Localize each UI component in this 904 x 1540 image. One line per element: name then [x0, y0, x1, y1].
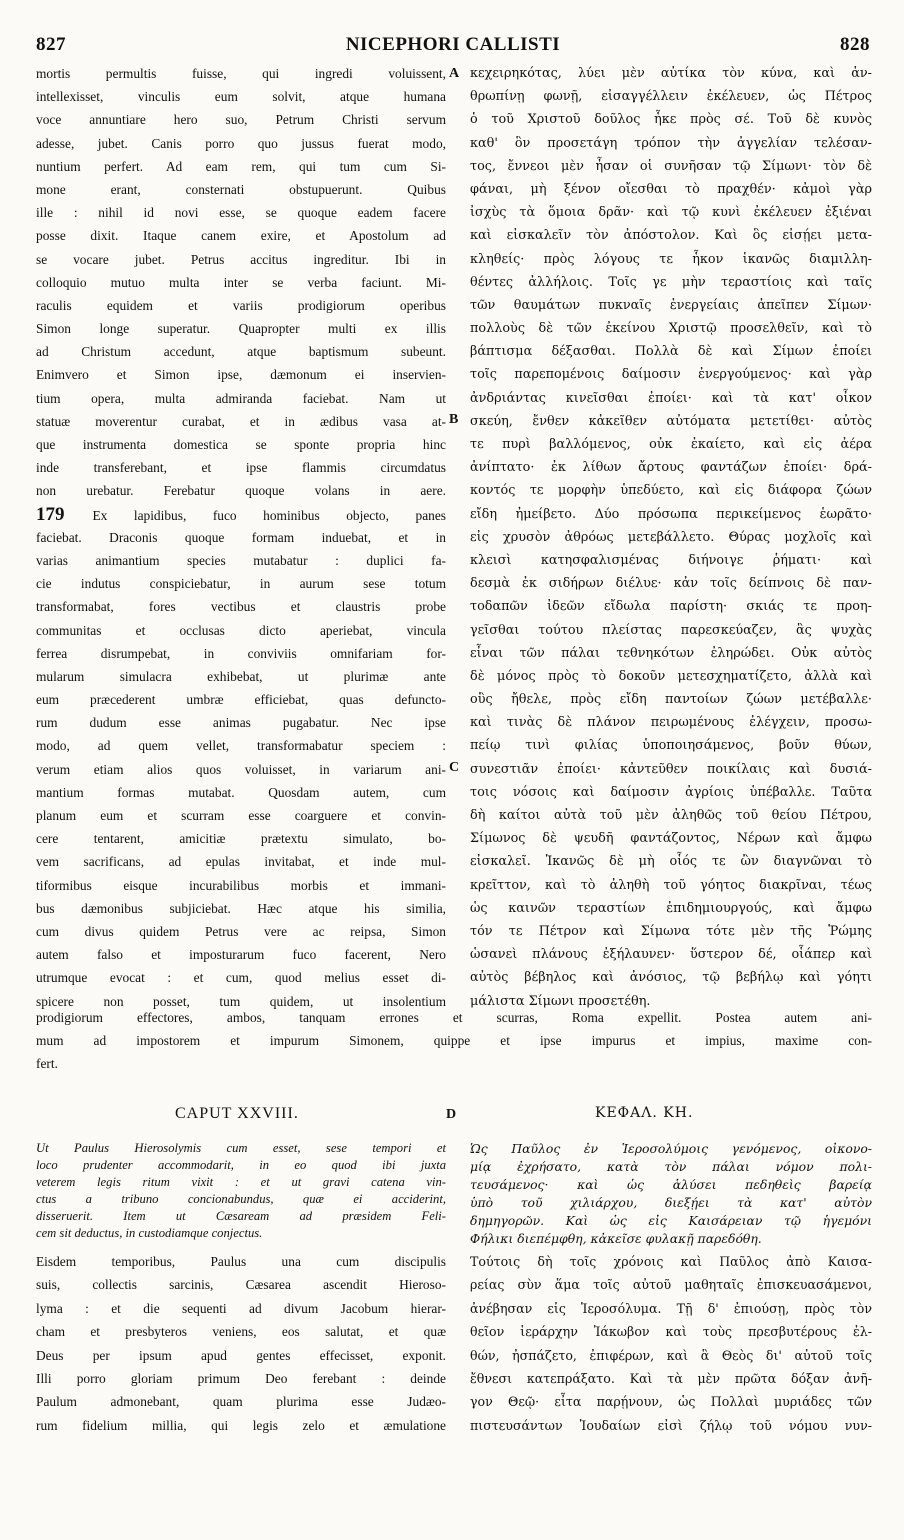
- chapter-summary-latin: [36, 1140, 446, 1242]
- text-line: tium opera, multa admiranda faciebat. Nam ut: [36, 390, 446, 406]
- text-line: verum etiam alios quos voluisset, in variarum ani-: [36, 761, 446, 777]
- text-line: κρεῖττον, καὶ τὸ ἀληθὴ τοῦ γόητος διακρῖναι, τέως: [470, 877, 872, 893]
- full-width-paragraph: [36, 1006, 872, 1076]
- text-line: Φήλικι διεπέμφθη, κἀκεῖσε φυλακῇ παρεδόθη.: [470, 1231, 762, 1246]
- text-line: Deus per ipsum apud gentes effecisset, exponit.: [36, 1347, 446, 1363]
- chapter-body-latin: [36, 1250, 446, 1437]
- text-line: συνεστιᾶν ἐποίει· κἀντεῦθεν ποικίλαις καὶ δυσιά-: [470, 761, 872, 777]
- text-line: mularum simulacra exhibebat, ut plurimæ ante: [36, 668, 446, 684]
- text-line: Τούτοις δὴ τοῖς χρόνοις καὶ Παῦλος ἀπὸ Καισα-: [470, 1254, 872, 1269]
- margin-letter-c: C: [449, 760, 460, 775]
- text-line: ὁ τοῦ Χριστοῦ δοῦλος ἧκε πρὸς σέ. Τοῦ δὲ κυνὸς: [470, 112, 872, 128]
- text-line: κλεισὶ κατησφαλισμένας διήνοιγε ῥήματι· καὶ: [470, 552, 872, 568]
- text-line: γεῖσθαι τούτου πλείστας παρεσκεύαζεν, ἃς ψυχὰς: [470, 622, 872, 638]
- text-line: Paulum admonebant, quam plurima esse Judæo-: [36, 1394, 446, 1410]
- text-line: ἀνίπτατο· ἐκ λίθων ἄρτους φαντάζων ἐποίει· δρά-: [470, 460, 872, 476]
- text-line: τευσάμενος· καὶ ὡς ἁλύσει πεδηθεὶς βαρείᾳ: [470, 1177, 872, 1192]
- text-line: fert.: [36, 1056, 58, 1072]
- text-line: veterem legis ritum vixit : et ut gravi catena vin-: [36, 1175, 446, 1189]
- text-line: κεχειρηκότας, λύει μὲν αὐτίκα τὸν κύνα, καὶ ἀν-: [470, 66, 872, 81]
- text-line: suis, collectis sarcinis, Cæsarea ascendit Hieroso-: [36, 1277, 446, 1293]
- text-line: non urebatur. Ferebatur quoque volans in aere.: [36, 483, 446, 499]
- text-line: spicere non posset, tum quidem, ut insolentium: [36, 993, 446, 1009]
- text-line: πείῳ τινὶ φιλίας ὑποποιησάμενος, βοῦν θύων,: [470, 738, 872, 754]
- text-line: τοῖς παρεπομένοις δαίμοσιν ἐνεργούμενος· καὶ γὰρ: [470, 367, 872, 383]
- text-line: nuntium perfert. Ad eam rem, qui tum cum Si-: [36, 158, 446, 174]
- text-line: loco prudenter accommodarit, in eo quod ibi juxta: [36, 1158, 446, 1172]
- text-line: ὡς καινῶν τεραστίων ἐπιδημιουργούς, καὶ ἄμφω: [470, 900, 872, 916]
- latin-column-top: [36, 62, 446, 1013]
- text-line: disseruerit. Item ut Cæsaream ad præsidem Feli-: [36, 1209, 446, 1223]
- text-line: ἰσχὺς τὰ ὅμοια δρᾶν· καὶ τῷ κυνὶ ἐκέλευεν ἐξιέναι: [470, 205, 872, 221]
- text-line: ctus a tribuno concionabundus, quæ ei acciderint,: [36, 1192, 446, 1206]
- text-line: ἀνέβησαν εἰς Ἱεροσόλυμα. Τῇ δ' ἐπιούσῃ, πρὸς τὸν: [470, 1300, 872, 1316]
- text-line: [36, 503, 446, 526]
- margin-letter-a: A: [449, 66, 460, 81]
- text-line: εἰς χρυσὸν ἀθρόως μετεβάλλετο. Θύρας μοχλοῖς καὶ: [470, 529, 872, 545]
- text-line: Simon longe superatur. Quapropter multi ex illis: [36, 321, 446, 337]
- text-line: cham et presbyteros veniens, eos salutat, et quæ: [36, 1324, 446, 1340]
- text-line: posse dixit. Itaque canem exire, et Apostolum ad: [36, 228, 446, 244]
- text-line: Enimvero et Simon ipse, dæmonum ei inservien-: [36, 367, 446, 383]
- text-line: faciebat. Draconis quoque formam induebat, et in: [36, 529, 446, 545]
- text-line: Ut Paulus Hierosolymis cum esset, sese tempori et: [36, 1141, 446, 1155]
- text-line: κληθείς· πρὸς λόγους τε ἧκον ἱκανῶς διαμιλλη-: [470, 251, 872, 267]
- running-header: [36, 34, 870, 58]
- text-line: eum præcederent umbræ efficiebat, quas defuncto-: [36, 692, 446, 708]
- text-line: τε πυρὶ βαλλόμενος, οὐκ ἐκαίετο, καὶ εἰς ἀέρα: [470, 437, 872, 452]
- text-line: ferrea disrumpebat, in conviviis omnifariam for-: [36, 645, 446, 661]
- text-line: planum eum et scurram esse coarguere et convin-: [36, 808, 446, 823]
- text-line: Eisdem temporibus, Paulus una cum discipulis: [36, 1254, 446, 1269]
- text-line: Ὡς Παῦλος ἐν Ἱεροσολύμοις γενόμενος, οἰκονο-: [470, 1141, 872, 1156]
- page-number-left: 827: [36, 34, 66, 55]
- greek-column-top: [470, 62, 872, 1013]
- text-line: θρωπίνῃ φωνῇ, εἰσαγγέλλειν ἐκέλευεν, ὡς Πέτρος: [470, 89, 872, 105]
- running-title: NICEPHORI CALLISTI: [345, 34, 561, 55]
- text-line: cem sit deductus, in custodiamque conjectus.: [36, 1226, 263, 1240]
- text-line: varias animantium species mutabatur : duplici fa-: [36, 552, 446, 568]
- text-line: δὲ μόνος πρὸς τὸ δοκοῦν μετεσχηματίζετο, ἀλλὰ καὶ: [470, 668, 872, 684]
- text-line: πολλοὺς δὲ τῶν ἐκείνου Χριστῷ προσελθεῖν, καὶ τὸ: [470, 321, 872, 337]
- text-line: cum divus quidem Petrus vere ac reipsa, Simon: [36, 923, 446, 939]
- text-line: mortis permultis fuisse, qui ingredi voluissent,: [36, 66, 446, 81]
- text-line: lyma : et die sequenti ad divum Jacobum hierar-: [36, 1300, 446, 1316]
- page-number-right: 828: [840, 34, 870, 55]
- text-line: τος, ἔννεοι μὲν ἦσαν οἱ συνῆσαν τῷ Σίμωνι· τὸν δὲ: [470, 158, 872, 174]
- text-line: rum dudum esse animas pugabatur. Nec ipse: [36, 715, 446, 731]
- text-line: καὶ τινὰς δὲ πλάνον πειρωμένους ἐλέγχειν, προσω-: [470, 715, 872, 731]
- text-line: αὐτὸς βέβηλος καὶ ἀνόσιος, τῷ βεβήλῳ καὶ γόητι: [470, 970, 872, 986]
- margin-letter-b: B: [449, 412, 459, 427]
- text-line: εἰσκαλεῖ. Ἱκανῶς δὲ μὴ οἷός τε ὢν διαγνῶναι τὸ: [470, 854, 872, 870]
- text-line: cere tentarent, amicitiæ prætextu simulato, bo-: [36, 831, 446, 847]
- text-line: γον Θεῷ· εἶτα παρῄνουν, ὡς Πολλαὶ μυριάδες τῶν: [470, 1394, 872, 1410]
- text-line: ὑπὸ τοῦ χιλιάρχου, διεξῄει τὰ κατ' αὐτὸν: [470, 1195, 872, 1210]
- text-line: prodigiorum effectores, ambos, tanquam errones et scurras, Roma expellit. Postea autem ani-: [36, 1010, 872, 1025]
- text-line: τῶν θαυμάτων πυκναῖς ἐνεργείαις ἀπεῖπεν Σίμων·: [470, 297, 872, 313]
- text-line: communitas et occlusas dicto aperiebat, vincula: [36, 622, 446, 638]
- text-line: colloquio mutuo multa inter se verba faciunt. Mi-: [36, 274, 446, 290]
- text-line: cie indutus conspiciebatur, in aurum sese totum: [36, 576, 446, 592]
- text-line-content: Ex lapidibus, fuco hominibus objecto, panes: [92, 507, 446, 523]
- text-line: transformabat, fores vectibus et claustris probe: [36, 599, 446, 615]
- text-line: voce annuntiare hero suo, Petrum Christi servum: [36, 112, 446, 128]
- text-line: ille : nihil id novi esse, se quoque eadem facere: [36, 205, 446, 221]
- text-line: δὴ καίτοι αὐτὰ τοῦ μὲν ἀληθῶς τοῦ θείου Πέτρου,: [470, 808, 872, 823]
- text-line: ἀνδριάντας κινεῖσθαι ἐποίει· καὶ τὰ κατ' οἶκον: [470, 390, 872, 406]
- text-line: εἴδη ἠμείβετο. Δύο πρόσωπα περικείμενος ἑωρᾶτο·: [470, 506, 872, 522]
- text-line: vem sacrificans, ad epulas invitabat, et inde mul-: [36, 854, 446, 870]
- text-line: θέντες ἀλλήλοις. Τοῖς γε μὴν τεραστίοις καὶ ταῖς: [470, 274, 872, 290]
- text-line: τόν τε Πέτρον καὶ Σίμωνα τότε μὲν τῆς Ῥώμης: [470, 923, 872, 939]
- chapter-summary-greek: [470, 1140, 872, 1248]
- text-line: que instrumenta domestica se sponte propria hinc: [36, 437, 446, 452]
- text-line: δεσμὰ ἐκ σιδήρων διέλυε· κἀν τοῖς δείπνοις δὲ παν-: [470, 576, 872, 592]
- text-line: bus dæmonibus subjiciebat. Hæc atque his similia,: [36, 900, 446, 916]
- text-line: Σίμωνος δὲ ψευδῆ φαντάζοντος, Νέρων καὶ ἄμφω: [470, 831, 872, 847]
- text-line: rum fidelium millia, qui legis zelo et æmulatione: [36, 1417, 446, 1433]
- text-line: mum ad impostorem et impurum Simonem, quippe et ipse impurus et impius, maxime con-: [36, 1033, 872, 1049]
- text-line: τοις νόσοις καὶ δαίμοσιν ἀγρίοις ὑπέβαλλε. Ταῦτα: [470, 784, 872, 800]
- text-line: mone erant, consternati obstupuerunt. Quibus: [36, 181, 446, 197]
- text-line: inde transferebant, et ipse flammis circumdatus: [36, 460, 446, 476]
- text-line: καὶ εἰσκαλεῖν τὸν ἀπόστολον. Καὶ ὃς εἰσῄει μετα-: [470, 228, 872, 244]
- text-line: μάλιστα Σίμωνι προσετέθη.: [470, 993, 651, 1009]
- chapter-body-greek: [470, 1250, 872, 1437]
- text-line: raculis equidem et variis prodigiorum operibus: [36, 297, 446, 313]
- chapter-title-greek: ΚΕΦΑΛ. ΚΗ.: [595, 1105, 694, 1121]
- text-line: intellexisset, vinculis eum solvit, atque humana: [36, 89, 446, 105]
- text-line: καθ' ὃν προσετάγη τρόπον τὴν ἀγγελίαν τελέσαν-: [470, 135, 872, 151]
- text-line: autem falso et imposturarum fuco facerent, Nero: [36, 947, 446, 963]
- text-line: κοντός τε μορφὴν ὑπεδύετο, καὶ εἰς διάφορα ζώων: [470, 483, 872, 499]
- text-line: tiformibus eisque incurabilibus morbis et immani-: [36, 877, 446, 893]
- chapter-title-latin: CAPUT XXVIII.: [175, 1105, 299, 1122]
- text-line: ὡσανεὶ πλάνους ἐξήλαυνεν· ὕστερον δέ, οἷάπερ καὶ: [470, 947, 872, 963]
- text-line: δημηγορῶν. Καὶ ὡς εἰς Καισάρειαν τῷ ἡγεμόνι: [470, 1213, 872, 1228]
- text-line: θών, ἠσπάζετο, ἐπιφέρων, καὶ ἃ Θεὸς δι' αὐτοῦ τοῖς: [470, 1347, 872, 1363]
- text-line: modo, ad quem vellet, transformabatur speciem :: [36, 738, 446, 754]
- text-line: statuæ moverentur curabat, et in ædibus vasa at-: [36, 413, 446, 429]
- text-line: Illi porro gloriam primum Deo ferebant : deinde: [36, 1370, 446, 1386]
- text-line: οὓς ἤθελε, πρὸς εἴδη παντοίων ζώων μετέβαλλε·: [470, 692, 872, 708]
- text-line: adesse, jubet. Canis porro quo jussus fuerat modo,: [36, 135, 446, 151]
- section-number: 179: [36, 503, 93, 525]
- text-line: ad Christum accedunt, atque baptismum subeunt.: [36, 344, 446, 360]
- text-line: σκεύη, ἔνθεν κἀκεῖθεν αὐτόματα μετετίθει· αὐτὸς: [470, 413, 872, 429]
- text-line: βάπτισμα δέξασθαι. Πολλὰ δὲ καὶ Σίμων ἐποίει: [470, 344, 872, 360]
- text-line: φάναι, μὴ ξένον οἴεσθαι τὸ πραχθέν· κἀμοὶ γὰρ: [470, 181, 872, 197]
- margin-letter-d: D: [446, 1107, 457, 1122]
- text-line: ἔθνεσι κατεπράξατο. Καὶ τὰ μὲν πρῶτα δόξαν ἀνῆ-: [470, 1370, 872, 1386]
- text-line: ρείας σὺν ἅμα τοῖς αὐτοῦ μαθηταῖς ἐπισκευασάμενοι,: [470, 1277, 872, 1293]
- text-line: εἶναι τῶν πάλαι τεθνηκότων ἐληρώδει. Οὐκ αὐτὸς: [470, 645, 872, 661]
- text-line: μίᾳ ἐχρήσατο, κατὰ τὸν πάλαι νόμον πολι-: [470, 1159, 872, 1174]
- text-line: se vocare jubet. Petrus accitus ingreditur. Ibi in: [36, 251, 446, 267]
- text-line: θεῖον ἱεράρχην Ἰάκωβον καὶ τοὺς πρεσβυτέρους ἐλ-: [470, 1324, 872, 1340]
- text-line: πιστευσάντων Ἰουδαίων εἰσὶ ζήλῳ τοῦ νόμου νυν-: [470, 1417, 872, 1433]
- text-line: τοδαπῶν ἰδεῶν εἴδωλα παρίστη· σκιάς τε προη-: [470, 599, 872, 615]
- text-line: mantium formas mutabat. Quosdam autem, cum: [36, 784, 446, 800]
- text-line: utrumque evocat : et cum, quod melius esset di-: [36, 970, 446, 986]
